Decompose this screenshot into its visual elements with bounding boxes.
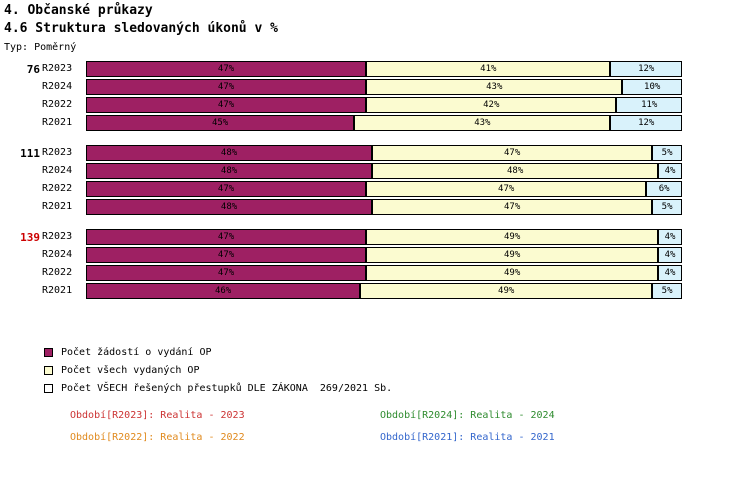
bar-segment-value: 49% <box>503 232 521 242</box>
bar-row <box>0 282 750 300</box>
bar-segment <box>366 229 658 245</box>
bar-segment <box>86 163 372 179</box>
page-title <box>4 2 278 38</box>
bar-segment-value: 48% <box>220 148 238 158</box>
bar-segment-value: 41% <box>480 64 497 74</box>
row-label: R2023 <box>42 63 73 74</box>
legend-label: Počet všech vydaných OP <box>61 364 200 376</box>
bar-segment <box>86 97 366 113</box>
bar-segment-value: 48% <box>506 166 524 176</box>
bar-segment <box>86 283 360 299</box>
bar-segment-value: 47% <box>504 202 521 212</box>
bar-segment-value: 42% <box>483 100 500 110</box>
row-label: R2024 <box>42 249 73 260</box>
bar-segment-value: 5% <box>661 286 673 296</box>
bar-segment <box>616 97 682 113</box>
row-label: R2022 <box>42 183 73 194</box>
bar-segment-value: 48% <box>220 202 238 212</box>
bar-row <box>0 246 750 264</box>
bar-segment <box>86 265 366 281</box>
bar-segment <box>610 115 682 131</box>
bar-segment <box>610 61 682 77</box>
bar-segment <box>652 145 682 161</box>
bar-segment-value: 49% <box>498 286 515 296</box>
bar-segment <box>366 265 658 281</box>
bar-segment <box>366 97 616 113</box>
row-label: R2021 <box>42 285 73 296</box>
bar-track <box>86 79 682 95</box>
bar-track <box>86 247 682 263</box>
bar-segment <box>86 247 366 263</box>
stacked-bar-chart <box>0 60 750 330</box>
bar-segment <box>658 229 682 245</box>
bar-row <box>0 162 750 180</box>
bar-track <box>86 229 682 245</box>
bar-group <box>0 60 750 132</box>
bar-row <box>0 144 750 162</box>
legend-item[interactable] <box>44 381 644 399</box>
bar-track <box>86 145 682 161</box>
bar-track <box>86 265 682 281</box>
period-note: Období[R2023]: Realita - 2023 <box>70 410 245 421</box>
bar-track <box>86 199 682 215</box>
bar-segment-value: 47% <box>217 184 235 194</box>
bar-segment <box>658 247 682 263</box>
legend-label: Počet žádostí o vydání OP <box>61 346 212 358</box>
bar-segment-value: 11% <box>641 100 658 110</box>
legend-label: Počet VŠECH řešených přestupků DLE ZÁKONA 269/2021 Sb. <box>61 382 393 394</box>
bar-segment-value: 48% <box>220 166 238 176</box>
bar-segment-value: 47% <box>217 268 235 278</box>
bar-segment <box>360 283 652 299</box>
bar-segment-value: 47% <box>217 64 235 74</box>
row-label: R2024 <box>42 81 73 92</box>
bar-segment-value: 12% <box>638 118 655 128</box>
bar-segment-value: 5% <box>661 148 673 158</box>
chart-legend <box>44 345 644 399</box>
row-label: R2021 <box>42 117 73 128</box>
bar-segment-value: 47% <box>217 232 235 242</box>
bar-segment-value: 4% <box>664 268 676 278</box>
bar-segment <box>372 145 652 161</box>
bar-segment <box>86 61 366 77</box>
bar-row <box>0 96 750 114</box>
bar-segment-value: 4% <box>664 232 676 242</box>
row-label: R2021 <box>42 201 73 212</box>
bar-segment-value: 4% <box>664 250 676 260</box>
bar-group <box>0 144 750 216</box>
bar-segment-value: 47% <box>498 184 515 194</box>
bar-segment <box>652 199 682 215</box>
bar-segment-value: 47% <box>504 148 521 158</box>
legend-item[interactable] <box>44 363 644 381</box>
row-label: R2024 <box>42 165 73 176</box>
bar-track <box>86 97 682 113</box>
group-label: 76 <box>26 63 40 76</box>
bar-track <box>86 115 682 131</box>
bar-segment-value: 43% <box>474 118 491 128</box>
title-line-2: 4.6 Struktura sledovaných úkonů v % <box>4 21 278 36</box>
bar-track <box>86 163 682 179</box>
bar-segment <box>622 79 682 95</box>
legend-swatch-icon <box>44 366 53 375</box>
bar-track <box>86 283 682 299</box>
bar-segment-value: 47% <box>217 82 235 92</box>
bar-segment <box>652 283 682 299</box>
chart-subtitle: Typ: Poměrný <box>4 42 77 53</box>
legend-swatch-icon <box>44 348 53 357</box>
title-line-1: 4. Občanské průkazy <box>4 3 153 18</box>
bar-row <box>0 264 750 282</box>
bar-segment-value: 12% <box>638 64 655 74</box>
bar-segment-value: 49% <box>503 268 521 278</box>
bar-segment <box>354 115 610 131</box>
bar-segment-value: 49% <box>503 250 521 260</box>
bar-segment <box>86 145 372 161</box>
bar-segment <box>646 181 682 197</box>
group-label: 139 <box>20 231 40 244</box>
bar-track <box>86 181 682 197</box>
bar-track <box>86 61 682 77</box>
period-note: Období[R2021]: Realita - 2021 <box>380 432 555 443</box>
bar-row <box>0 114 750 132</box>
bar-segment <box>86 115 354 131</box>
bar-row <box>0 60 750 78</box>
row-label: R2023 <box>42 147 73 158</box>
bar-segment-value: 4% <box>664 166 676 176</box>
bar-segment <box>658 163 682 179</box>
bar-segment-value: 46% <box>214 286 232 296</box>
bar-segment <box>86 79 366 95</box>
bar-segment <box>658 265 682 281</box>
bar-row <box>0 198 750 216</box>
bar-group <box>0 228 750 300</box>
bar-segment <box>372 199 652 215</box>
bar-segment-value: 43% <box>486 82 503 92</box>
bar-segment-value: 45% <box>211 118 229 128</box>
bar-row <box>0 78 750 96</box>
bar-segment <box>366 247 658 263</box>
bar-segment <box>86 181 366 197</box>
bar-segment-value: 47% <box>217 100 235 110</box>
period-note: Období[R2022]: Realita - 2022 <box>70 432 245 443</box>
group-label: 111 <box>20 147 40 160</box>
bar-segment <box>366 61 610 77</box>
bar-row <box>0 180 750 198</box>
legend-swatch-icon <box>44 384 53 393</box>
bar-segment-value: 10% <box>644 82 661 92</box>
bar-segment-value: 5% <box>661 202 673 212</box>
bar-row <box>0 228 750 246</box>
bar-segment <box>366 79 622 95</box>
row-label: R2022 <box>42 267 73 278</box>
row-label: R2022 <box>42 99 73 110</box>
bar-segment <box>372 163 658 179</box>
bar-segment <box>86 229 366 245</box>
bar-segment-value: 47% <box>217 250 235 260</box>
period-note: Období[R2024]: Realita - 2024 <box>380 410 555 421</box>
bar-segment <box>366 181 646 197</box>
bar-segment-value: 6% <box>658 184 670 194</box>
legend-item[interactable] <box>44 345 644 363</box>
bar-segment <box>86 199 372 215</box>
row-label: R2023 <box>42 231 73 242</box>
